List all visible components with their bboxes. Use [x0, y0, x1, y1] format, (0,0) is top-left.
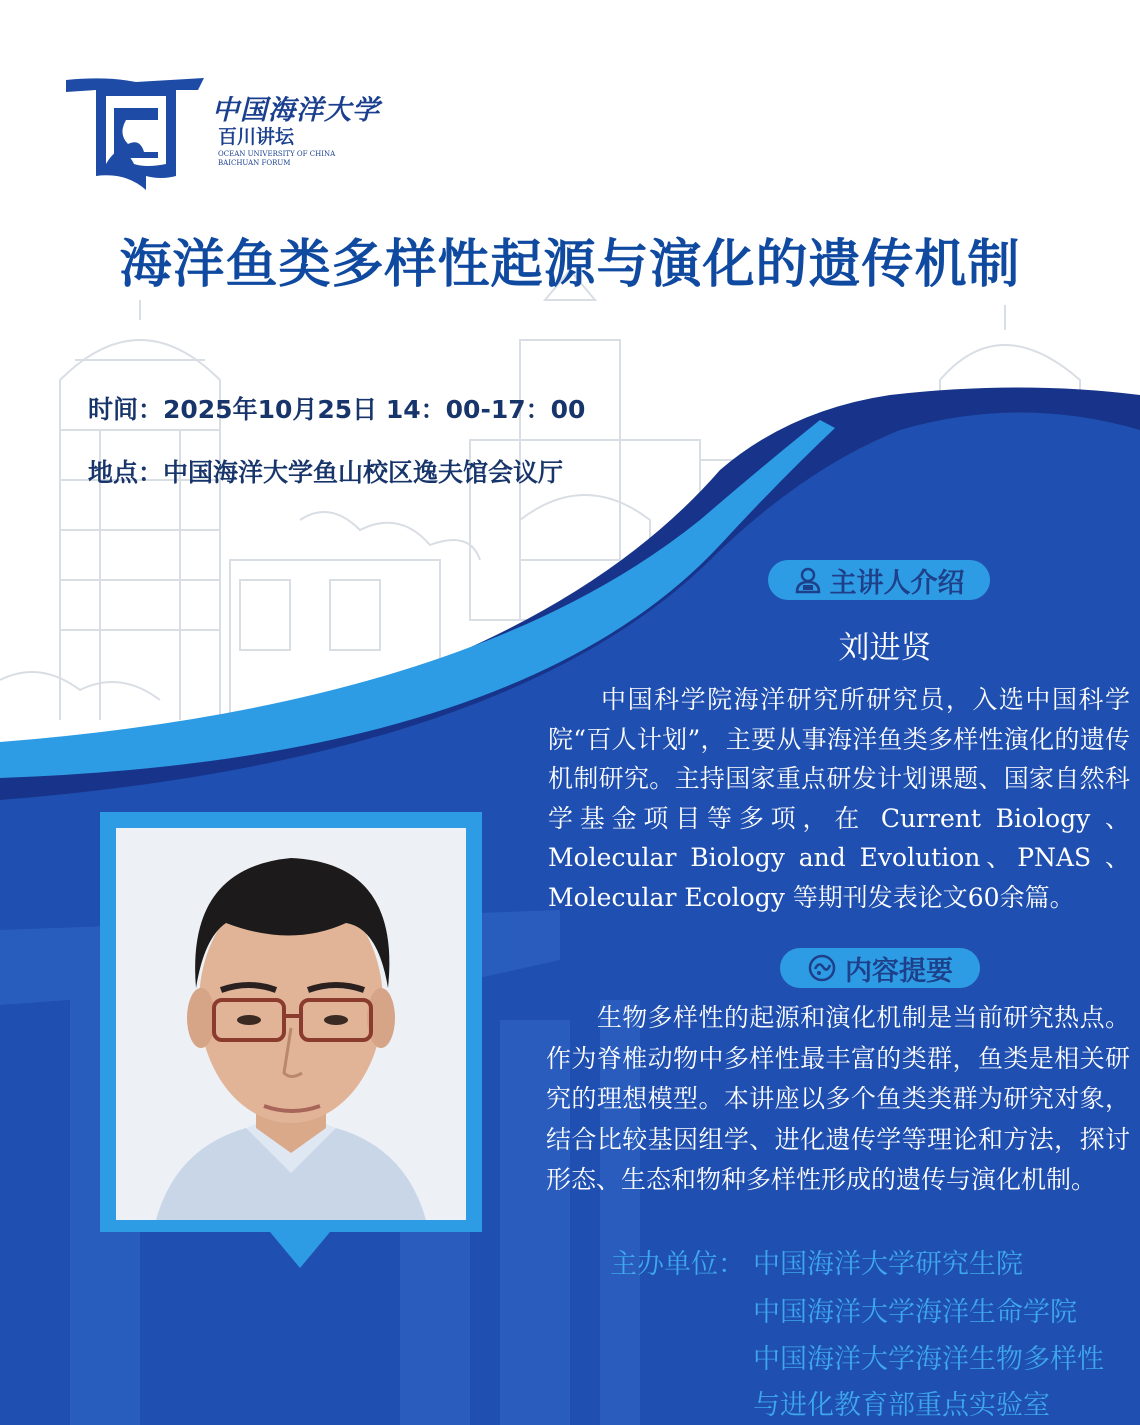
speaker-name: 刘进贤 — [838, 630, 932, 666]
organizers-label: 主办单位： — [610, 1249, 745, 1280]
speaker-heading-pill — [768, 560, 990, 600]
lecture-title: 海洋鱼类多样性起源与演化的遗传机制 — [119, 235, 1021, 295]
speaker-icon — [794, 566, 822, 594]
speaker-bio: 中国科学院海洋研究所研究员，入选中国科学院“百人计划”，主要从事海洋鱼类多样性演化的遗传机制研究。主持国家重点研发计划课题、国家自然科学基金项目等多项，在 Current Biology 、Molecular Biology and Evolution、PNAS 、Molecular Ecology 等期刊发表论文60余篇。 — [548, 685, 1130, 912]
logo-university-name: 中国海洋大学 — [212, 95, 380, 126]
content-icon — [807, 953, 837, 983]
speaker-photo — [116, 828, 466, 1220]
speaker-heading: 主讲人介绍 — [829, 567, 965, 599]
organizer-item: 与进化教育部重点实验室 — [753, 1390, 1050, 1421]
abstract-heading-pill — [780, 948, 980, 988]
organizer-item: 中国海洋大学海洋生命学院 — [753, 1297, 1077, 1328]
portrait-illustration — [116, 828, 466, 1220]
logo-english-name — [218, 150, 378, 168]
logo-english-university: OCEAN UNIVERSITY OF CHINA — [218, 150, 336, 158]
abstract-text: 生物多样性的起源和演化机制是当前研究热点。作为脊椎动物中多样性最丰富的类群，鱼类是相关研究的理想模型。本讲座以多个鱼类类群为研究对象，结合比较基因组学、进化遗传学等理论和方法，探讨形态、生态和物种多样性形成的遗传与演化机制。 — [546, 1003, 1130, 1194]
abstract-heading: 内容提要 — [845, 955, 953, 987]
logo-emblem — [66, 68, 206, 194]
organizer-item: 中国海洋大学海洋生物多样性 — [753, 1344, 1104, 1375]
event-time: 时间：2025年10月25日 14：00-17：00 — [88, 395, 586, 424]
event-place: 地点：中国海洋大学鱼山校区逸夫馆会议厅 — [88, 458, 564, 487]
logo-forum-name: 百川讲坛 — [218, 126, 295, 148]
logo-english-forum: BAICHUAN FORUM — [218, 159, 291, 167]
organizer-item: 中国海洋大学研究生院 — [753, 1249, 1023, 1280]
